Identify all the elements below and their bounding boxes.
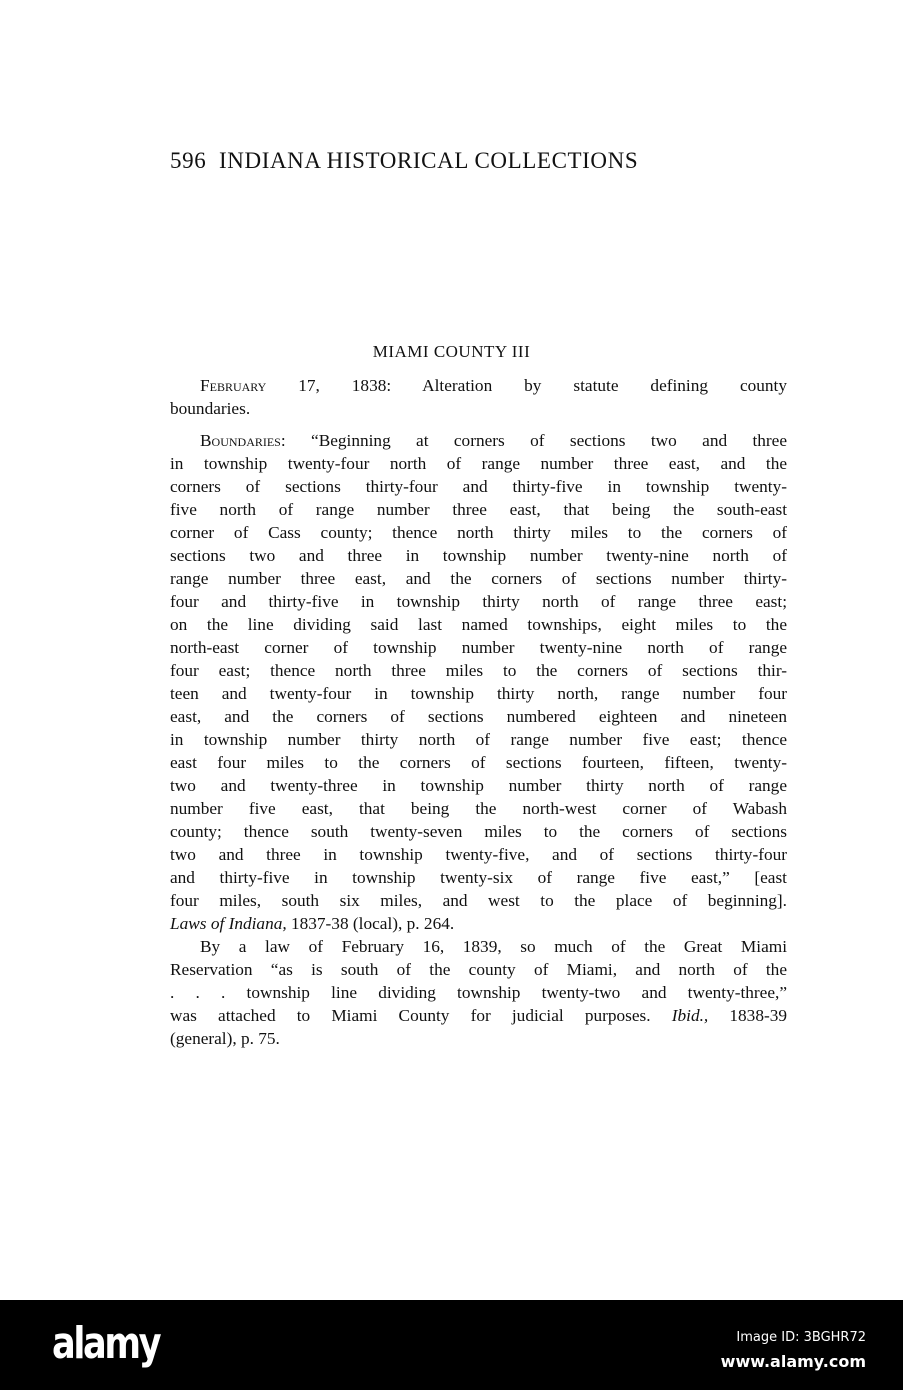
text-line: number five east, that being the north-west corner of Wabash [170, 799, 787, 818]
text-line: boundaries. [170, 399, 251, 418]
citation [170, 912, 787, 935]
text-line: four and thirty-five in township thirty north of range three east; [170, 592, 787, 611]
text-line: in township twenty-four north of range number three east, and the [170, 454, 787, 473]
text-line: “Beginning at corners of sections two and three [311, 431, 787, 450]
text-line: east four miles to the corners of sections fourteen, fifteen, twenty- [170, 753, 787, 772]
text-line: range number three east, and the corners of sections number thirty- [170, 569, 787, 588]
text-line: county; thence south twenty-seven miles to the corners of sections [170, 822, 787, 841]
text-line: Reservation “as is south of the county of Miami, and north of the [170, 960, 787, 979]
ibid-detail: 1838-39 [708, 1006, 787, 1025]
text-line [170, 1004, 787, 1027]
text-line: two and three in township twenty-five, and of sections thirty-four [170, 845, 787, 864]
text-fragment: was attached to Miami County for judicial purposes. [170, 1006, 651, 1025]
running-title: INDIANA HISTORICAL COLLECTIONS [219, 148, 639, 173]
text-line: 17, 1838: Alteration by statute defining county [298, 376, 787, 395]
date-lead: February [200, 376, 267, 395]
paragraph-boundaries [170, 429, 787, 935]
text-line: four miles, south six miles, and west to the place of beginning]. [170, 891, 787, 910]
watermark-banner [0, 1300, 903, 1390]
text-line: five north of range number three east, that being the south-east [170, 500, 787, 519]
text-line: four east; thence north three miles to the corners of sections thir- [170, 661, 787, 680]
section-title: MIAMI COUNTY III [372, 342, 531, 361]
page-number: 596 [170, 148, 207, 173]
image-id: Image ID: 3BGHR72 [736, 1330, 866, 1345]
text-line: sections two and three in township number twenty-nine north of [170, 546, 787, 565]
citation-title: Laws of Indiana, [170, 914, 287, 933]
text-line: teen and twenty-four in township thirty north, range number four [170, 684, 787, 703]
ibid: Ibid., [671, 1006, 709, 1025]
text-line: on the line dividing said last named townships, eight miles to the [170, 615, 787, 634]
paragraph-law [170, 935, 787, 1050]
text-line: north-east corner of township number twenty-nine north of range [170, 638, 787, 657]
text-line: By a law of February 16, 1839, so much of the Great Miami [200, 937, 787, 956]
text-line: east, and the corners of sections numbered eighteen and nineteen [170, 707, 787, 726]
text-line: corner of Cass county; thence north thirty miles to the corners of [170, 523, 787, 542]
running-header [170, 148, 638, 174]
alamy-logo: alamy [52, 1318, 160, 1369]
text-line: . . . township line dividing township twenty-two and twenty-three,” [170, 983, 787, 1002]
text-line: two and twenty-three in township number thirty north of range [170, 776, 787, 795]
text-line: corners of sections thirty-four and thirty-five in township twenty- [170, 477, 787, 496]
text-line: in township number thirty north of range number five east; thence [170, 730, 787, 749]
text-line: (general), p. 75. [170, 1029, 280, 1048]
banner-url: www.alamy.com [720, 1352, 866, 1371]
paragraph-date [170, 374, 787, 420]
boundaries-lead: Boundaries: [200, 431, 286, 450]
citation-detail: 1837-38 (local), p. 264. [286, 914, 455, 933]
text-line: and thirty-five in township twenty-six of range five east,” [east [170, 868, 787, 887]
